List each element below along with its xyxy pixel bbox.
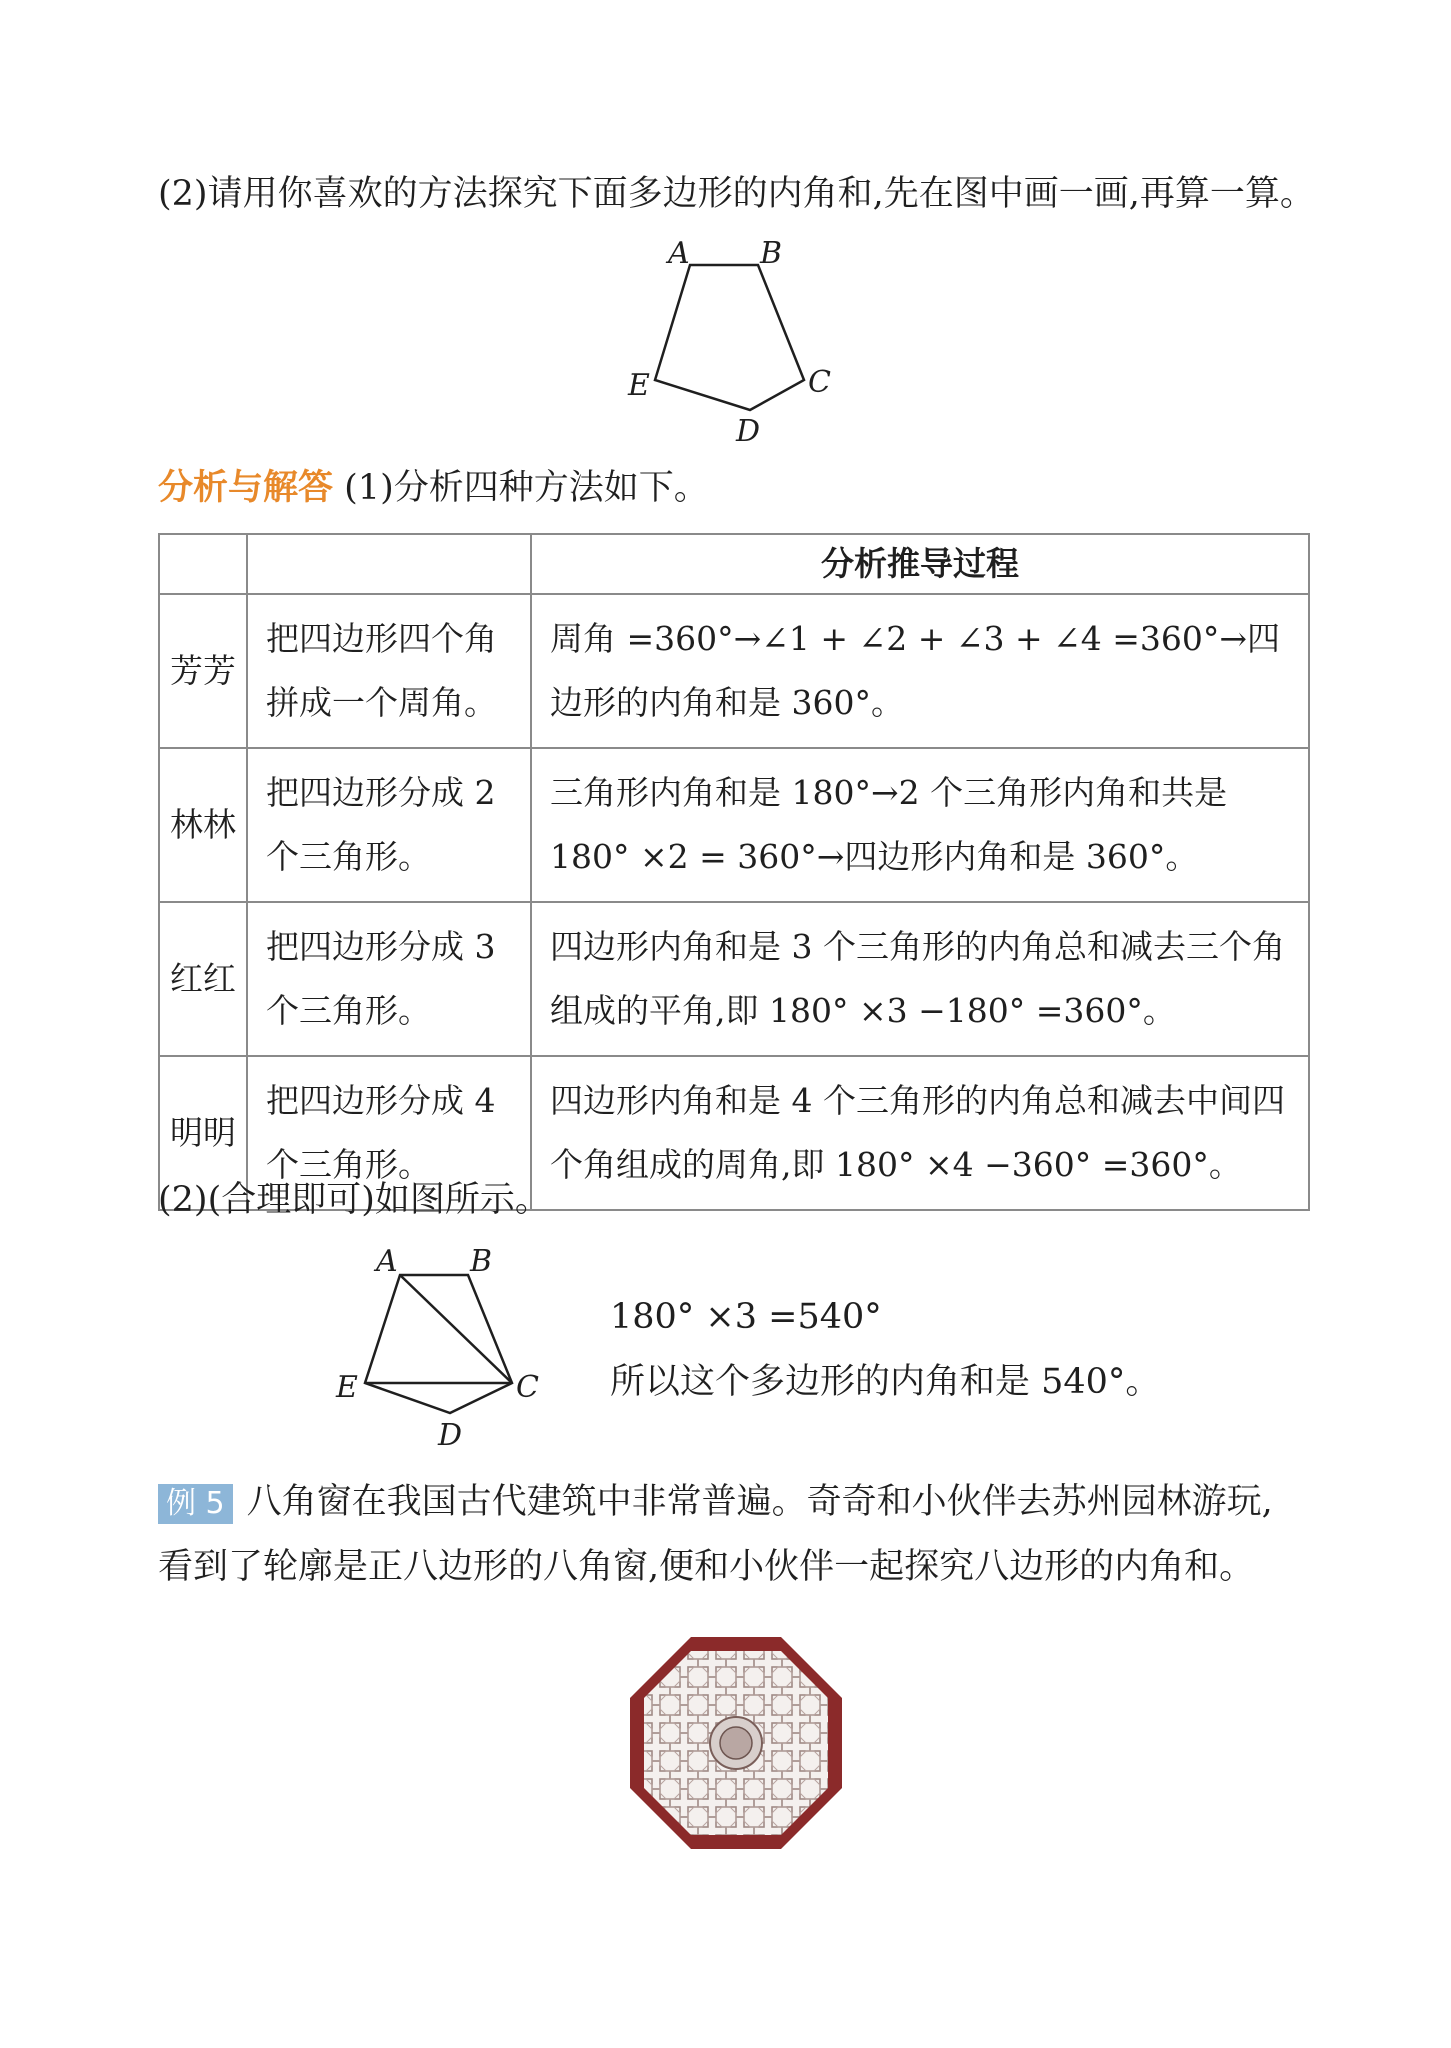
pentagon-shape xyxy=(655,265,804,410)
analysis-heading: 分析与解答 xyxy=(158,468,334,508)
label-d: D xyxy=(438,1418,463,1453)
row-method: 把四边形四个角拼成一个周角。 xyxy=(247,594,531,748)
analysis-intro: (1)分析四种方法如下。 xyxy=(344,468,709,508)
row-method: 把四边形分成 4 个三角形。 xyxy=(247,1056,531,1210)
pentagon-figure xyxy=(600,225,860,450)
row-name: 红红 xyxy=(159,902,247,1056)
label-e: E xyxy=(628,368,650,403)
row-process: 四边形内角和是 4 个三角形的内角总和减去中间四个角组成的周角,即 180° ×4 −360° =360°。 xyxy=(531,1056,1309,1210)
example-text-1: 八角窗在我国古代建筑中非常普遍。奇奇和小伙伴去苏州园林游玩, xyxy=(246,1482,1273,1522)
label-a: A xyxy=(668,236,690,271)
table-row xyxy=(159,902,1309,1056)
octagon-window-image xyxy=(628,1635,844,1851)
label-b: B xyxy=(760,236,783,271)
row-name: 明明 xyxy=(159,1056,247,1210)
example-badge: 例 5 xyxy=(158,1484,233,1524)
methods-table xyxy=(158,533,1310,1211)
row-method: 把四边形分成 2 个三角形。 xyxy=(247,748,531,902)
label-e: E xyxy=(336,1370,358,1405)
part2-intro: (2)(合理即可)如图所示。 xyxy=(158,1180,550,1220)
label-d: D xyxy=(736,414,761,449)
row-process: 周角 =360°→∠1 + ∠2 + ∠3 + ∠4 =360°→四边形的内角和是 360°。 xyxy=(531,594,1309,748)
analysis-heading-line xyxy=(158,466,709,510)
row-process: 三角形内角和是 180°→2 个三角形内角和共是 180° ×2 = 360°→四边形内角和是 360°。 xyxy=(531,748,1309,902)
medallion-inner xyxy=(720,1727,752,1759)
part2-conclusion: 所以这个多边形的内角和是 540°。 xyxy=(610,1362,1161,1402)
row-name: 林林 xyxy=(159,748,247,902)
example-line-1 xyxy=(158,1480,1273,1524)
row-method: 把四边形分成 3 个三角形。 xyxy=(247,902,531,1056)
header-cell xyxy=(159,534,247,594)
row-process: 四边形内角和是 3 个三角形的内角总和减去三个角组成的平角,即 180° ×3 −180° =360°。 xyxy=(531,902,1309,1056)
part2-calc: 180° ×3 =540° xyxy=(610,1297,882,1337)
table-row xyxy=(159,594,1309,748)
table-header-row xyxy=(159,534,1309,594)
header-cell-process: 分析推导过程 xyxy=(531,534,1309,594)
label-b: B xyxy=(470,1244,493,1279)
diagonal-ac xyxy=(400,1275,512,1383)
question-text: (2)请用你喜欢的方法探究下面多边形的内角和,先在图中画一画,再算一算。 xyxy=(158,174,1315,214)
table-row xyxy=(159,748,1309,902)
pentagon-shape xyxy=(365,1275,512,1413)
row-name: 芳芳 xyxy=(159,594,247,748)
label-c: C xyxy=(808,365,831,400)
header-cell xyxy=(247,534,531,594)
label-c: C xyxy=(516,1370,539,1405)
divided-pentagon-figure xyxy=(320,1235,560,1455)
example-text-2: 看到了轮廓是正八边形的八角窗,便和小伙伴一起探究八边形的内角和。 xyxy=(158,1547,1255,1587)
label-a: A xyxy=(376,1244,398,1279)
